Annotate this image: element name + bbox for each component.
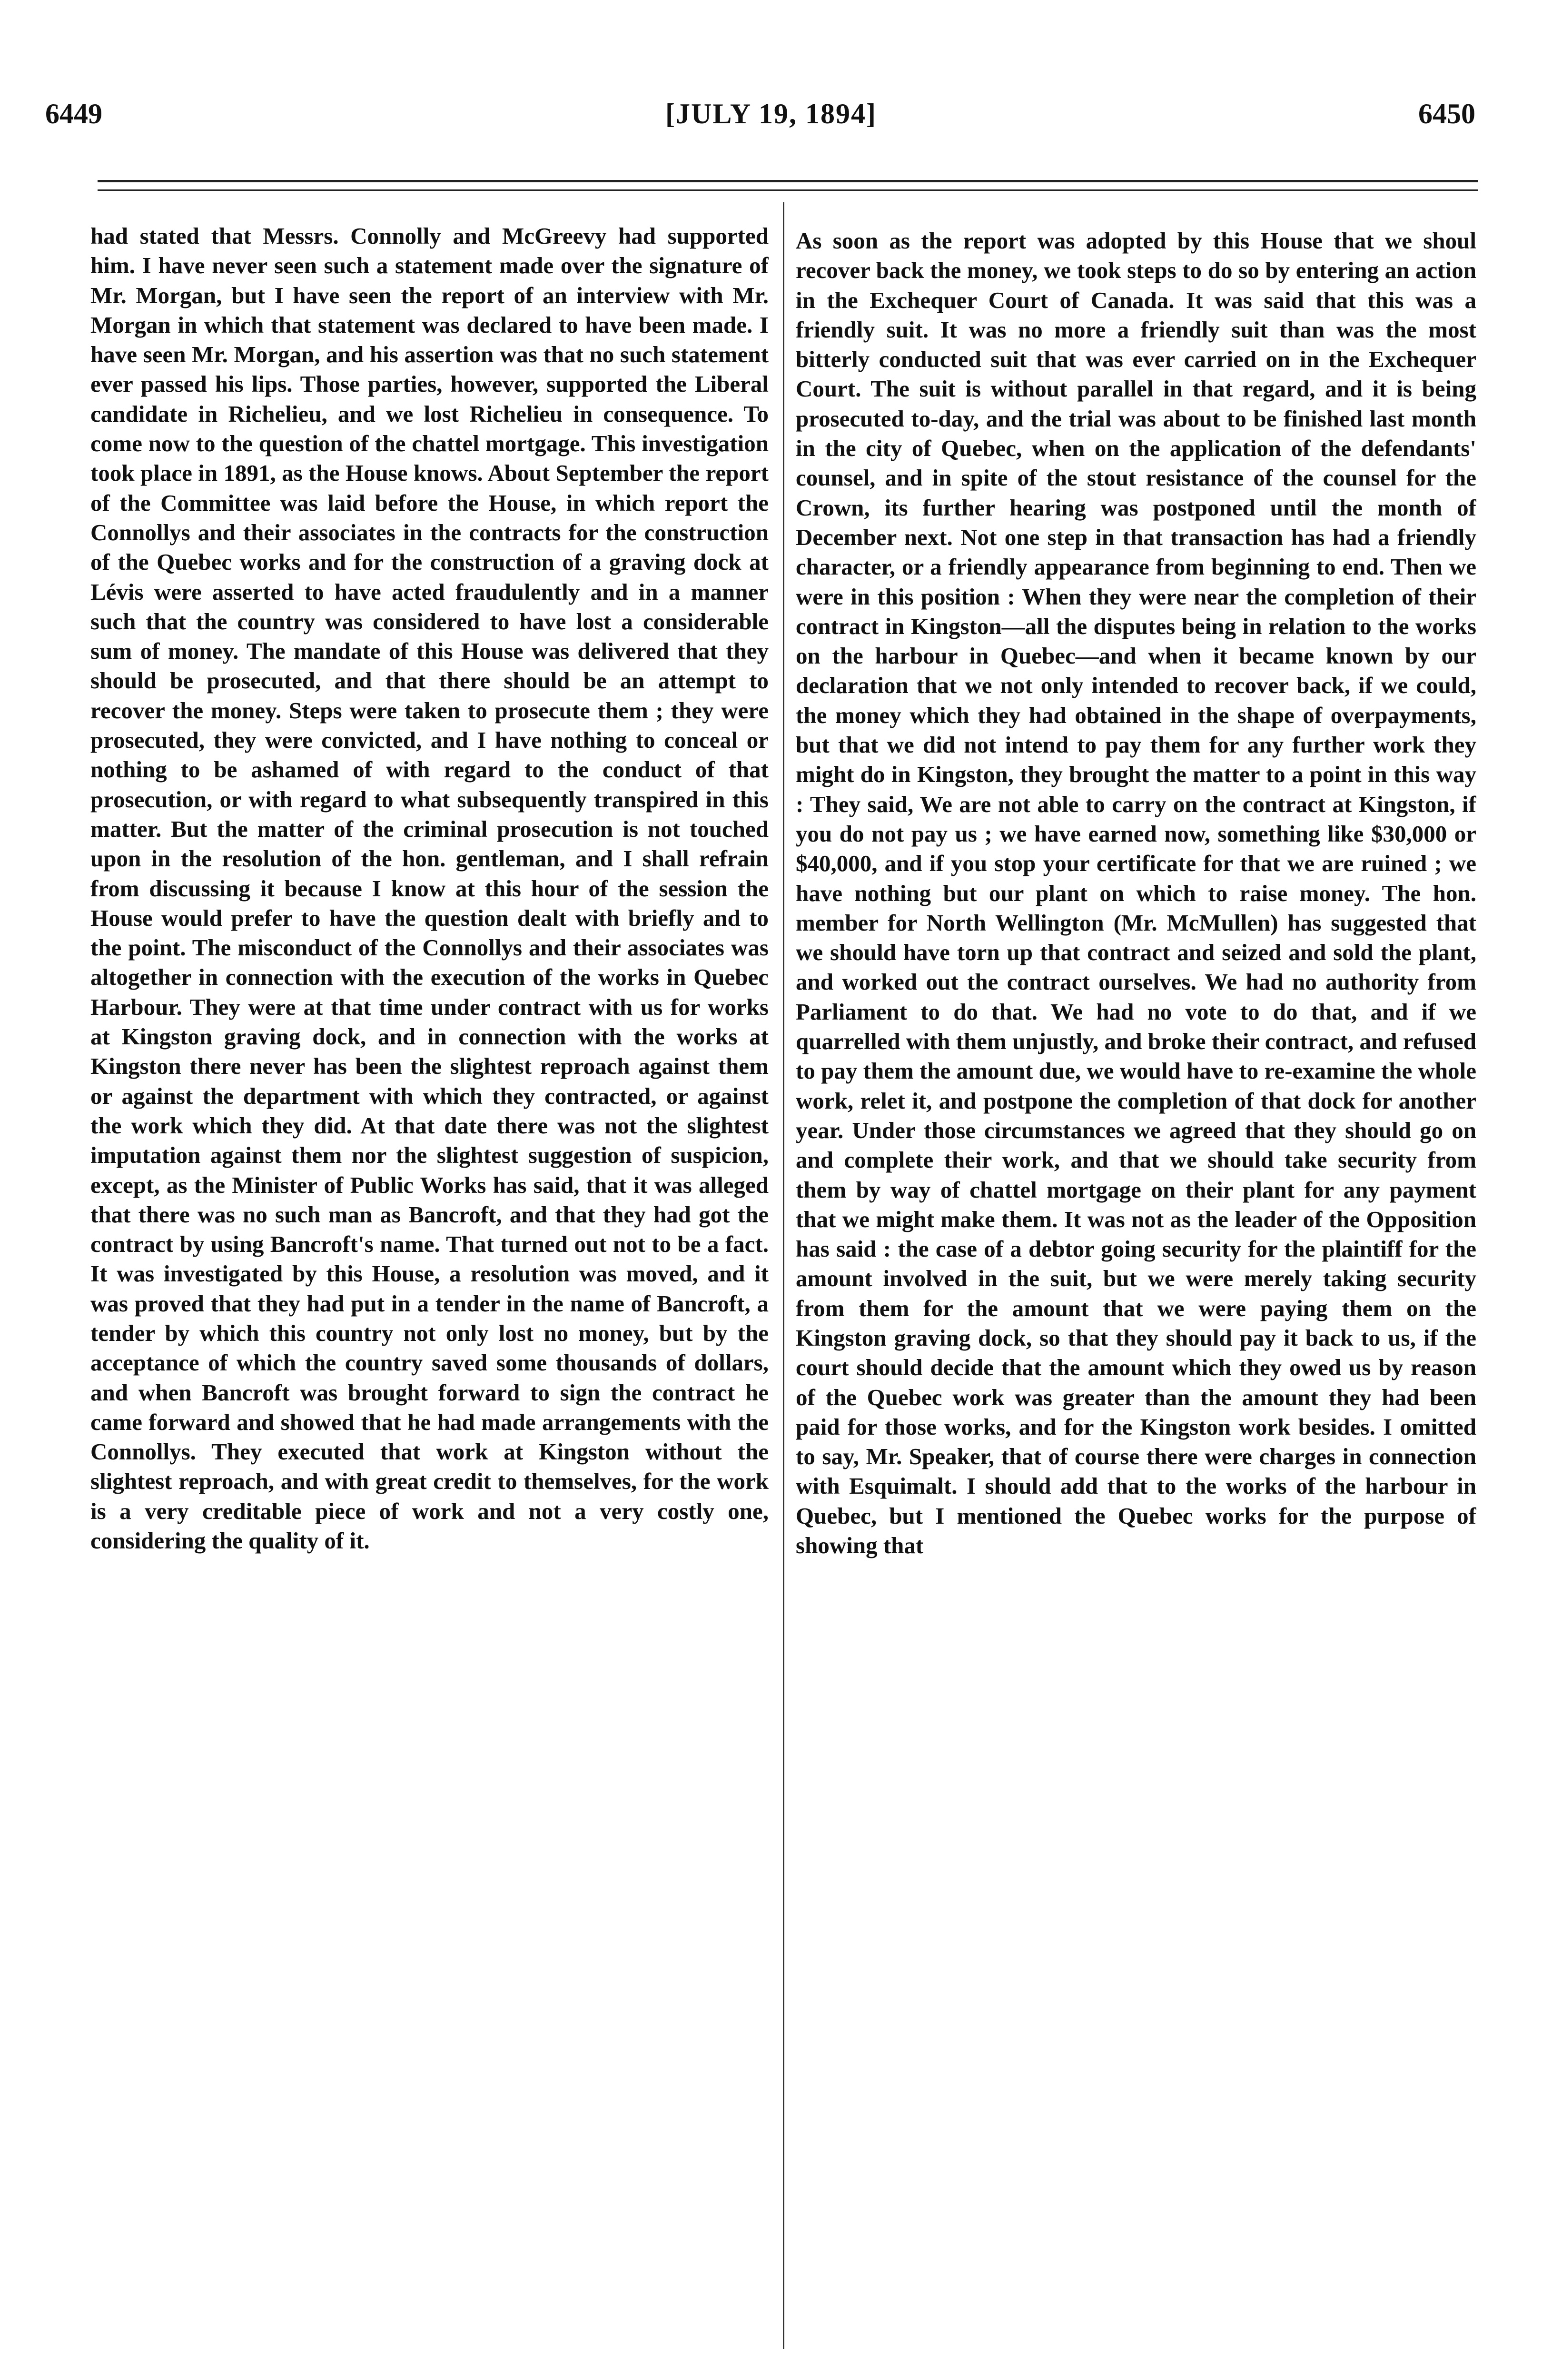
column-divider	[783, 202, 784, 2349]
left-page-number: 6449	[45, 98, 102, 129]
right-column-text: As soon as the report was adopted by this House that we shoul recover back the money, we took steps to do so by entering an action in the Exchequer Court of Canada. It was said that this was a friendly suit. It was no more a friendly suit than was the most bitterly conducted suit that was ever carried on in the Exchequer Court. The suit is without parallel in that regard, and it is being prosecuted to-day, and the trial was about to be finished last month in the city of Quebec, when on the application of the defendants' counsel, and in spite of the stout resistance of the counsel for the Crown, its further hearing was postponed until the month of December next. Not one step in that transaction has had a friendly character, or a friendly appearance from beginning to end. Then we were in this position : When they were near the completion of their contract in Kingston—all the disputes being in relation to the works on the harbour in Quebec—and when it became known by our declaration that we not only intended to recover back, if we could, the money which they had obtained in the shape of overpayments, but that we did not intend to pay them for any further work they might do in Kingston, they brought the matter to a point in this way : They said, We are not able to carry on the contract at Kingston, if you do not pay us ; we have earned now, something like $30,000 or $40,000, and if you stop your certificate for that we are ruined ; we have nothing but our plant on which to raise money. The hon. member for North Wellington (Mr. McMullen) has suggested that we should have torn up that contract and seized and sold the plant, and worked out the contract ourselves. We had no authority from Parliament to do that. We had no vote to do that, and if we quarrelled with them unjustly, and broke their contract, and refused to pay them the amount due, we would have to re-examine the whole work, relet it, and postpone the completion of that dock for another year. Under those circumstances we agreed that they should go on and complete their work, and that we should take security from them by way of chattel mortgage on their plant for any payment that we might make them. It was not as the leader of the Opposition has said : the case of a debtor going security for the plaintiff for the amount involved in the suit, but we were merely taking security from them for the amount that we were paying them on the Kingston graving dock, so that they should pay it back to us, if the court should decide that the amount which they owed us by reason of the Quebec work was greater than the amount they had been paid for those works, and for the Kingston work besides. I omitted to say, Mr. Speaker, that of course there were charges in connection with Esquimalt. I should add that to the works of the harbour in Quebec, but I mentioned the Quebec works for the purpose of showing that	[796, 228, 1476, 1559]
page-date: [JULY 19, 1894]	[665, 98, 877, 129]
right-column	[796, 226, 1476, 2354]
header-rule-top	[98, 180, 1478, 182]
page-header	[0, 98, 1542, 140]
right-page-number: 6450	[1418, 98, 1475, 129]
left-column-text: had stated that Messrs. Connolly and McGreevy had supported him. I have never seen such a statement made over the signature of Mr. Morgan, but I have seen the report of an interview with Mr. Morgan in which that statement was declared to have been made. I have seen Mr. Morgan, and his assertion was that no such statement ever passed his lips. Those parties, however, supported the Liberal candidate in Richelieu, and we lost Richelieu in consequence. To come now to the question of the chattel mortgage. This investigation took place in 1891, as the House knows. About September the report of the Committee was laid before the House, in which report the Connollys and their associates in the contracts for the construction of the Quebec works and for the construction of a graving dock at Lévis were asserted to have acted fraudulently and in a manner such that the country was considered to have lost a considerable sum of money. The mandate of this House was delivered that they should be prosecuted, and that there should be an attempt to recover the money. Steps were taken to prosecute them ; they were prosecuted, they were convicted, and I have nothing to conceal or nothing to be ashamed of with regard to the conduct of that prosecution, or with regard to what subsequently transpired in this matter. But the matter of the criminal prosecution is not touched upon in the resolution of the hon. gentleman, and I shall refrain from discussing it because I know at this hour of the session the House would prefer to have the question dealt with briefly and to the point. The misconduct of the Connollys and their associates was altogether in connection with the execution of the works in Quebec Harbour. They were at that time under contract with us for works at Kingston graving dock, and in connection with the works at Kingston there never has been the slightest reproach against them or against the department with which they contracted, or against the work which they did. At that date there was not the slightest imputation against them nor the slightest suggestion of suspicion, except, as the Minister of Public Works has said, that it was alleged that there was no such man as Bancroft, and that they had got the contract by using Bancroft's name. That turned out not to be a fact. It was investigated by this House, a resolution was moved, and it was proved that they had put in a tender in the name of Bancroft, a tender by which this country not only lost no money, but by the acceptance of which the country saved some thousands of dollars, and when Bancroft was brought forward to sign the contract he came forward and showed that he had made arrangements with the Connollys. They executed that work at Kingston without the slightest reproach, and with great credit to themselves, for the work is a very creditable piece of work and not a very costly one, considering the quality of it.	[90, 223, 769, 1554]
header-rule-bottom	[98, 189, 1478, 191]
left-column	[90, 221, 769, 2349]
